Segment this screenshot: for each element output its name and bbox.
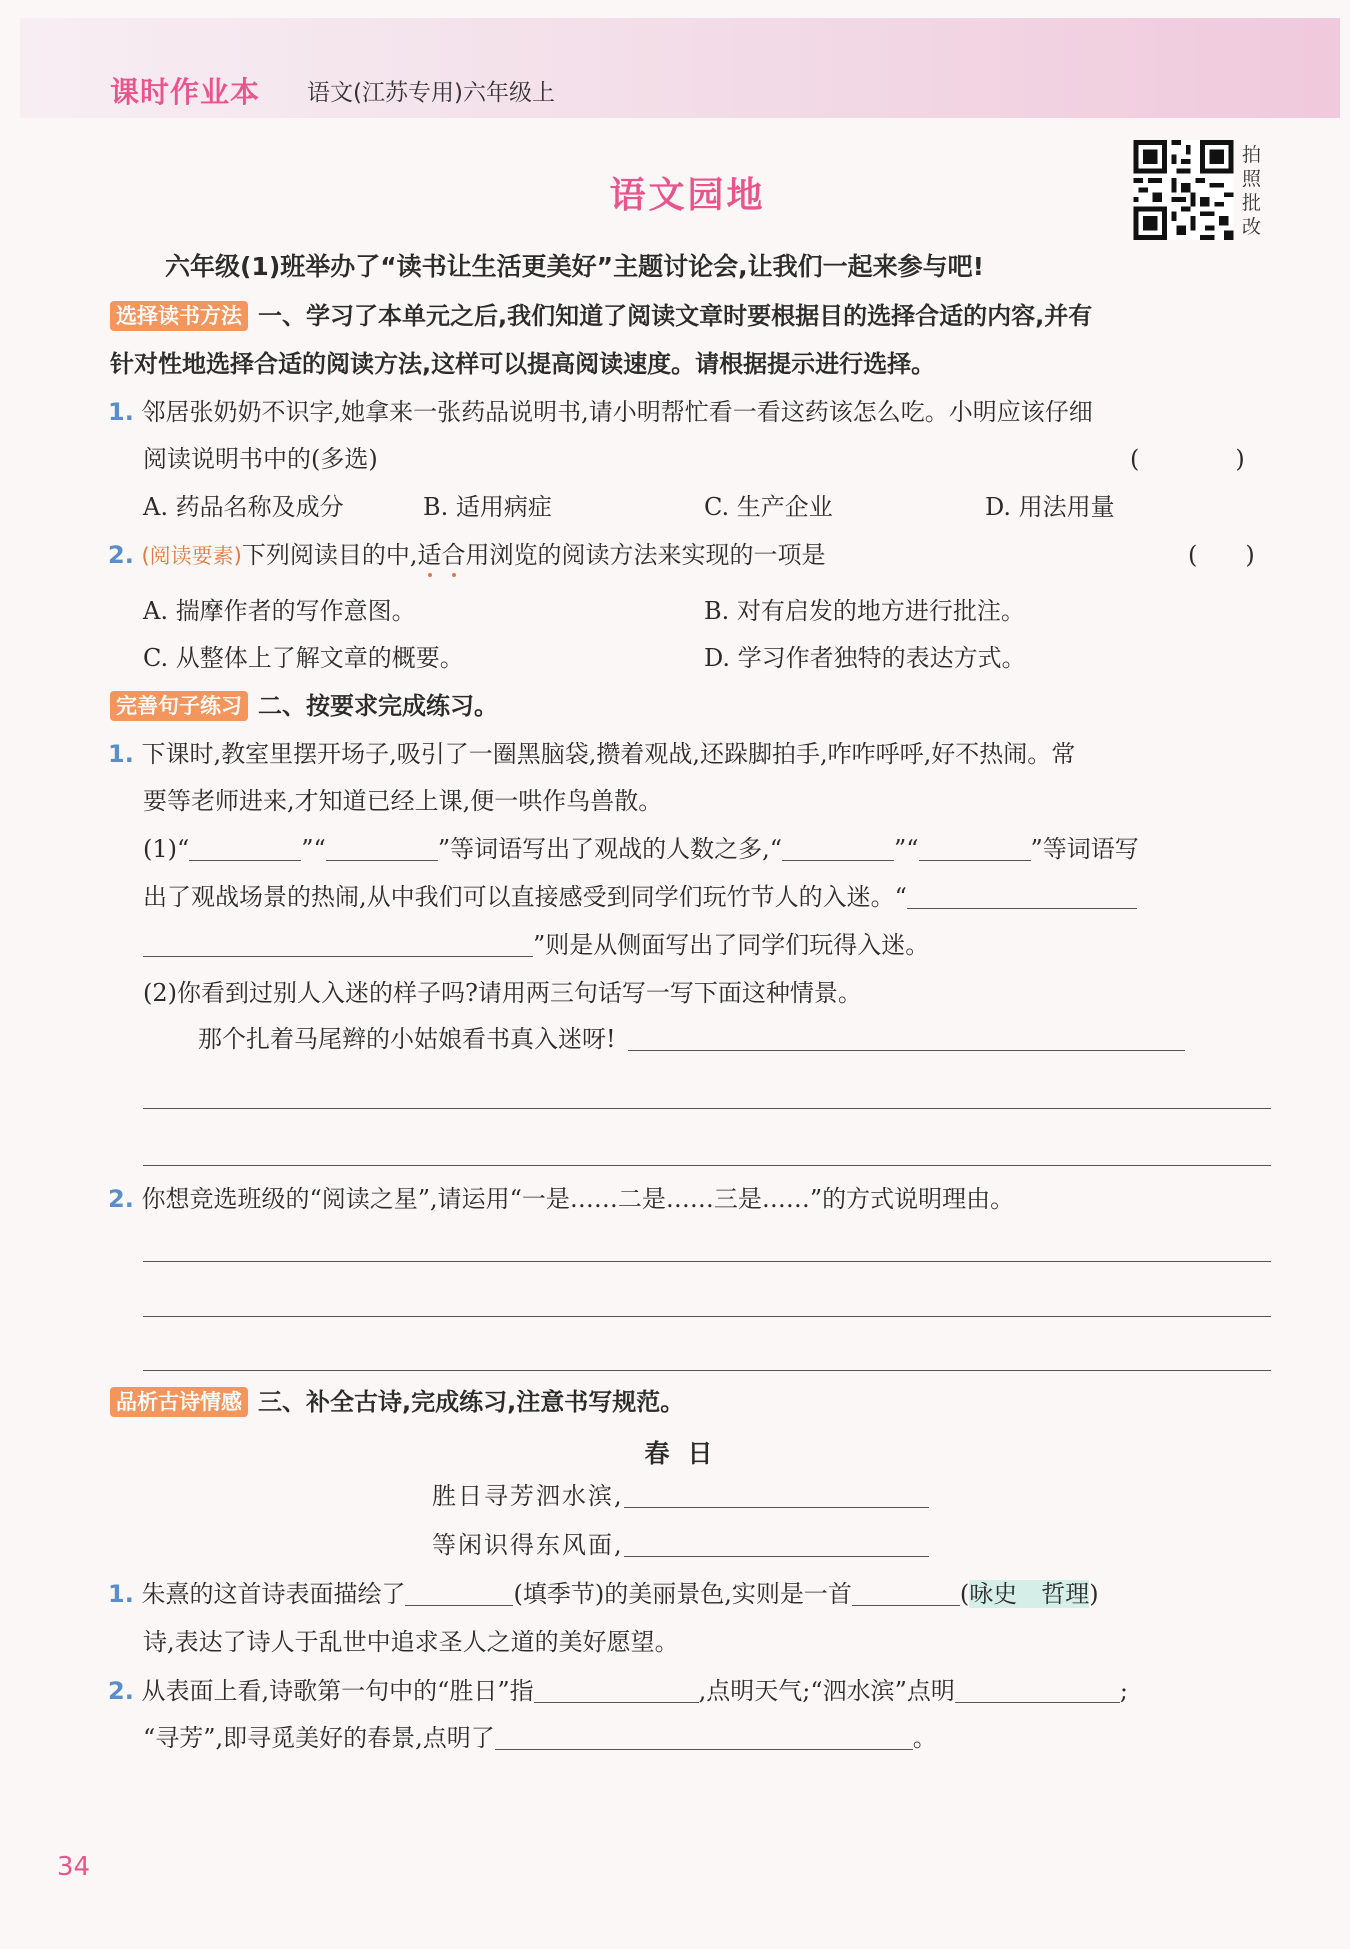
answer-blank[interactable] [919, 838, 1031, 861]
qr-code-icon[interactable] [1132, 140, 1235, 240]
question-number: 1. [108, 740, 134, 768]
s2-q1-sub1 [143, 834, 1139, 864]
q-text: ,点明天气;“泗水滨”点明 [698, 1677, 955, 1705]
question-number: 2. [108, 1677, 134, 1705]
s2-q1 [108, 739, 1075, 769]
s2-q2 [108, 1184, 1014, 1214]
q-text: ( [959, 1580, 970, 1608]
s2-q1-sub1-line3 [143, 930, 929, 960]
s2-q1-text: 下课时,教室里摆开场子,吸引了一圈黑脑袋,攒着观战,还跺脚拍手,咋咋呼呼,好不热闹。常 [141, 740, 1076, 768]
answer-blank[interactable] [852, 1583, 960, 1606]
poem-line-2 [432, 1530, 929, 1560]
q-text: ; [1119, 1677, 1128, 1705]
question-number: 1. [108, 1580, 134, 1608]
answer-blank[interactable] [495, 1727, 913, 1750]
s3-q2-line2 [143, 1723, 937, 1753]
answer-blank[interactable] [189, 838, 301, 861]
section3-tag: 品析古诗情感 [110, 1387, 248, 1417]
scan-caption [1242, 143, 1264, 239]
section2-heading-text: 二、按要求完成练习。 [258, 692, 498, 720]
s1-q2-option-d[interactable]: D. 学习作者独特的表达方式。 [704, 644, 1026, 672]
answer-blank[interactable] [782, 838, 894, 861]
section1-heading [110, 301, 1092, 331]
s2-q1-sub2-prompt [198, 1024, 1185, 1054]
s1-q1-option-b[interactable]: B. 适用病症 [423, 493, 552, 521]
question-number: 2. [108, 1185, 134, 1213]
s2-q2-text: 你想竞选班级的“阅读之星”,请运用“一是……二是……三是……”的方式说明理由。 [141, 1185, 1015, 1213]
s1-q2-option-a[interactable]: A. 揣摩作者的写作意图。 [143, 597, 416, 625]
section1-heading-line2: 针对性地选择合适的阅读方法,这样可以提高阅读速度。请根据提示进行选择。 [110, 350, 936, 378]
answer-blank[interactable] [534, 1680, 699, 1703]
writing-line[interactable] [143, 1108, 1271, 1109]
answer-blank[interactable] [955, 1680, 1120, 1703]
question-number: 2. [108, 541, 134, 569]
s1-q2-option-c[interactable]: C. 从整体上了解文章的概要。 [143, 644, 464, 672]
writing-line[interactable] [143, 1316, 1271, 1317]
book-subtitle: 语文(江苏专用)六年级上 [307, 80, 555, 106]
s3-q1-line2: 诗,表达了诗人于乱世中追求圣人之道的美好愿望。 [143, 1628, 679, 1656]
answer-blank[interactable] [326, 838, 438, 861]
section1-heading-line1: 一、学习了本单元之后,我们知道了阅读文章时要根据目的选择合适的内容,并有 [258, 302, 1093, 330]
choice-option[interactable]: 咏史 [969, 1580, 1018, 1608]
s1-q2-text-before: 下列阅读目的中, [241, 541, 418, 569]
s1-q1-option-a[interactable]: A. 药品名称及成分 [143, 493, 344, 521]
caption-char: 改 [1242, 216, 1262, 238]
sub1-text: ”“ [301, 835, 326, 863]
poem-text: 胜日寻芳泗水滨, [432, 1482, 624, 1510]
q-text: “寻芳”,即寻觅美好的春景,点明了 [143, 1724, 495, 1752]
writing-line[interactable] [143, 1261, 1271, 1262]
s2-q1-line2: 要等老师进来,才知道已经上课,便一哄作鸟兽散。 [143, 787, 663, 815]
brand-title: 课时作业本 [110, 75, 261, 109]
s2-q1-sub2: (2)你看到过别人入迷的样子吗?请用两三句话写一写下面这种情景。 [143, 979, 862, 1007]
answer-blank[interactable] [628, 1028, 1185, 1051]
s1-q1-option-d[interactable]: D. 用法用量 [985, 493, 1115, 521]
s1-q2-option-b[interactable]: B. 对有启发的地方进行批注。 [704, 597, 1025, 625]
s1-q2 [108, 540, 826, 571]
q-text: 从表面上看,诗歌第一句中的“胜日”指 [141, 1677, 534, 1705]
writing-line[interactable] [143, 1165, 1271, 1166]
q-text: (填季节)的美丽景色,实则是一首 [513, 1580, 852, 1608]
s1-q1-text: 邻居张奶奶不识字,她拿来一张药品说明书,请小明帮忙看一看这药该怎么吃。小明应该仔细 [141, 398, 1093, 426]
poem-title: 春日 [644, 1439, 731, 1468]
s2-q1-sub1-line2 [143, 882, 1137, 912]
s1-q1-line2: 阅读说明书中的(多选) [143, 445, 378, 473]
answer-blank[interactable] [624, 1534, 929, 1557]
q-text: 朱熹的这首诗表面描绘了 [141, 1580, 406, 1608]
answer-blank[interactable] [405, 1583, 513, 1606]
section2-heading [110, 691, 498, 721]
s1-q1 [108, 397, 1093, 427]
emphasis-dot-char: 适 [417, 541, 442, 569]
caption-char: 照 [1242, 168, 1262, 190]
poem-line-1 [432, 1481, 929, 1511]
sub1-text: ”等词语写 [1030, 835, 1139, 863]
s1-q1-option-c[interactable]: C. 生产企业 [704, 493, 833, 521]
reading-element-label: (阅读要素) [141, 544, 242, 568]
poem-text: 等闲识得东风面, [432, 1531, 624, 1559]
section3-heading-text: 三、补全古诗,完成练习,注意书写规范。 [258, 1388, 685, 1416]
caption-char: 批 [1242, 192, 1262, 214]
sub1-text: ”则是从侧面写出了同学们玩得入迷。 [533, 931, 930, 959]
sub1-text: ”等词语写出了观战的人数之多,“ [437, 835, 782, 863]
s3-q1 [108, 1579, 1099, 1609]
sub1-text: 出了观战场景的热闹,从中我们可以直接感受到同学们玩竹节人的入迷。“ [143, 883, 907, 911]
writing-line[interactable] [143, 1370, 1271, 1371]
s1-q1-answer-paren[interactable]: ( ) [1130, 445, 1245, 473]
question-number: 1. [108, 398, 134, 426]
s1-q2-answer-paren[interactable]: ( ) [1188, 541, 1255, 569]
section2-tag: 完善句子练习 [110, 691, 248, 721]
page-number: 34 [57, 1852, 91, 1882]
emphasis-dot-char: 合 [441, 541, 466, 569]
section3-heading [110, 1387, 684, 1417]
intro-text: 六年级(1)班举办了“读书让生活更美好”主题讨论会,让我们一起来参与吧! [165, 252, 985, 281]
answer-blank[interactable] [143, 934, 533, 957]
section1-tag: 选择读书方法 [110, 301, 248, 331]
s3-q2 [108, 1676, 1128, 1706]
prompt-text: 那个扎着马尾辫的小姑娘看书真入迷呀! [198, 1025, 616, 1053]
answer-blank[interactable] [624, 1485, 929, 1508]
answer-blank[interactable] [907, 886, 1137, 909]
sub1-text: (1)“ [143, 835, 190, 863]
choice-option[interactable]: 哲理 [1041, 1580, 1090, 1608]
s1-q2-text-after: 用浏览的阅读方法来实现的一项是 [465, 541, 826, 569]
page-title: 语文园地 [609, 175, 766, 216]
sub1-text: ”“ [893, 835, 919, 863]
caption-char: 拍 [1242, 144, 1262, 166]
q-text: ) [1089, 1580, 1099, 1608]
q-text: 。 [912, 1724, 937, 1752]
